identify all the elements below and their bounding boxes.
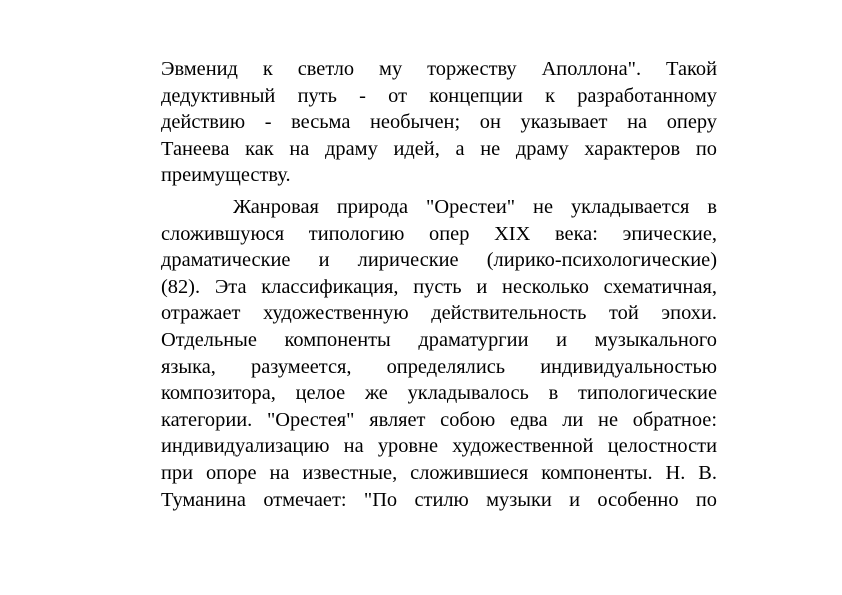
paragraph-1 bbox=[161, 56, 717, 189]
text-line: Танеева как на драму идей, а не драму характеров по bbox=[161, 137, 717, 160]
text-line: Туманина отмечает: "По стилю музыки и особенно по bbox=[161, 488, 717, 511]
body-text bbox=[161, 56, 717, 513]
text-line: Отдельные компоненты драматургии и музыкального bbox=[161, 328, 717, 351]
text-line: действию - весьма необычен; он указывает на оперу bbox=[161, 111, 717, 134]
text-line: дедуктивный путь - от концепции к разработанному bbox=[161, 84, 717, 107]
text-line: (82). Эта классификация, пусть и несколько схематичная, bbox=[161, 275, 717, 298]
text-line: при опоре на известные, сложившиеся компоненты. Н. В. bbox=[161, 461, 717, 484]
text-line: отражает художественную действительность той эпохи. bbox=[161, 302, 717, 325]
text-line: композитора, целое же укладывалось в типологические bbox=[161, 382, 717, 405]
text-line: категории. "Орестея" являет собою едва ли не обратное: bbox=[161, 408, 717, 431]
text-line: Эвменид к светло му торжеству Аполлона". Такой bbox=[161, 58, 717, 80]
text-line: сложившуюся типологию опер XIX века: эпические, bbox=[161, 222, 717, 245]
text-line: драматические и лирические (лирико-психологические) bbox=[161, 249, 717, 272]
text-line: языка, разумеется, определялись индивидуальностью bbox=[161, 355, 717, 378]
text-line: Жанровая природа "Орестеи" не укладывается в bbox=[233, 195, 717, 218]
text-line: индивидуализацию на уровне художественной целостности bbox=[161, 435, 717, 458]
text-line: преимуществу. bbox=[161, 164, 291, 187]
paragraph-2 bbox=[161, 194, 717, 513]
